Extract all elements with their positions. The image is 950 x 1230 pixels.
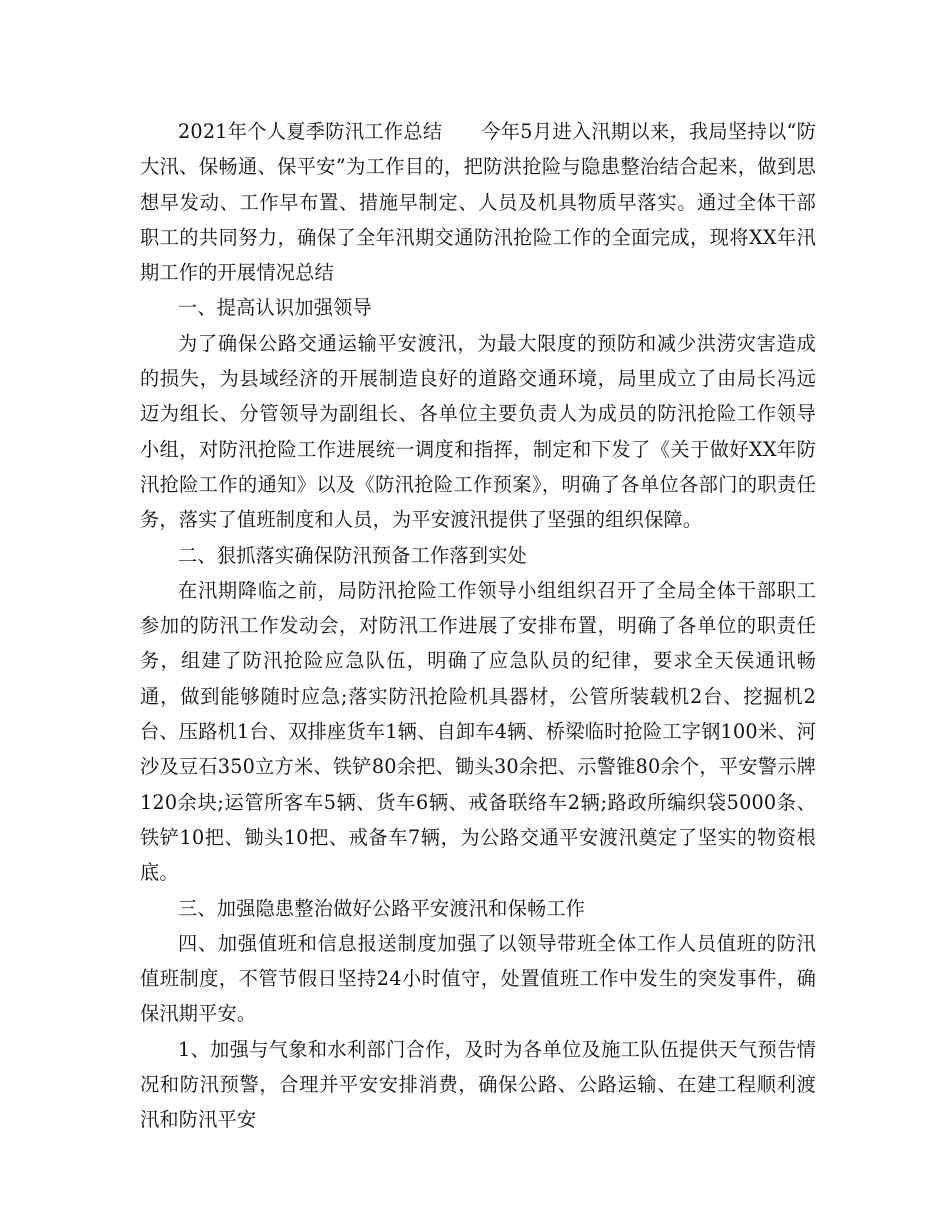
section-2-heading: 二、狠抓落实确保防汛预备工作落到实处 — [178, 543, 527, 567]
section-2-body: 在汛期降临之前，局防汛抢险工作领导小组组织召开了全局全体干部职工参加的防汛工作发动会，对防汛工作进展了安排布置，明确了各单位的职责任务，组建了防汛抢险应急队伍，明确了应急队员的纪律，要求全天侯通讯畅通，做到能够随时应急;落实防汛抢险机具器材，公管所装载机2台、挖掘机2台、压路机1台、双排座货车1辆、自卸车4辆、桥梁临时抢险工字钢100米、河沙及豆石350立方米、铁铲80余把、锄头30余把、示警锥80余个，平安警示牌120余块;运管所客车5辆、货车6辆、戒备联络车2辆;路政所编织袋5000条、铁铲10把、锄头10把、戒备车7辆，为公路交通平安渡汛奠定了坚实的物资根底。 — [140, 578, 816, 885]
section-4-paragraph: 四、加强值班和信息报送制度加强了以领导带班全体工作人员值班的防汛值班制度，不管节假日坚持24小时值守，处置值班工作中发生的突发事件，确保汛期平安。 — [140, 931, 816, 1026]
document-title: 2021年个人夏季防汛工作总结 — [178, 120, 443, 143]
intro-text: 今年5月进入汛期以来，我局坚持以“防大汛、保畅通、保平安”为工作目的，把防洪抢险与隐患整治结合起来，做到思想早发动、工作早布置、措施早制定、人员及机具物质早落实。通过全体干部职工的共同努力，确保了全年汛期交通防汛抢险工作的全面完成，现将XX年汛期工作的开展情况总结 — [140, 120, 816, 285]
document-body — [140, 114, 816, 1138]
section-1-heading: 一、提高认识加强领导 — [178, 296, 372, 320]
item-1-paragraph: 1、加强与气象和水利部门合作，及时为各单位及施工队伍提供天气预告情况和防汛预警，合理并平安安排消费，确保公路、公路运输、在建工程顺利渡汛和防汛平安 — [140, 1037, 816, 1132]
section-3-heading: 三、加强隐患整治做好公路平安渡汛和保畅工作 — [178, 896, 586, 920]
section-1-body: 为了确保公路交通运输平安渡汛，为最大限度的预防和减少洪涝灾害造成的损失，为县域经济的开展制造良好的道路交通环境，局里成立了由局长冯远迈为组长、分管领导为副组长、各单位主要负责人为成员的防汛抢险工作领导小组，对防汛抢险工作进展统一调度和指挥，制定和下发了《关于做好XX年防汛抢险工作的通知》以及《防汛抢险工作预案》，明确了各单位各部门的职责任务，落实了值班制度和人员，为平安渡汛提供了坚强的组织保障。 — [140, 331, 816, 532]
intro-paragraph — [140, 114, 816, 290]
